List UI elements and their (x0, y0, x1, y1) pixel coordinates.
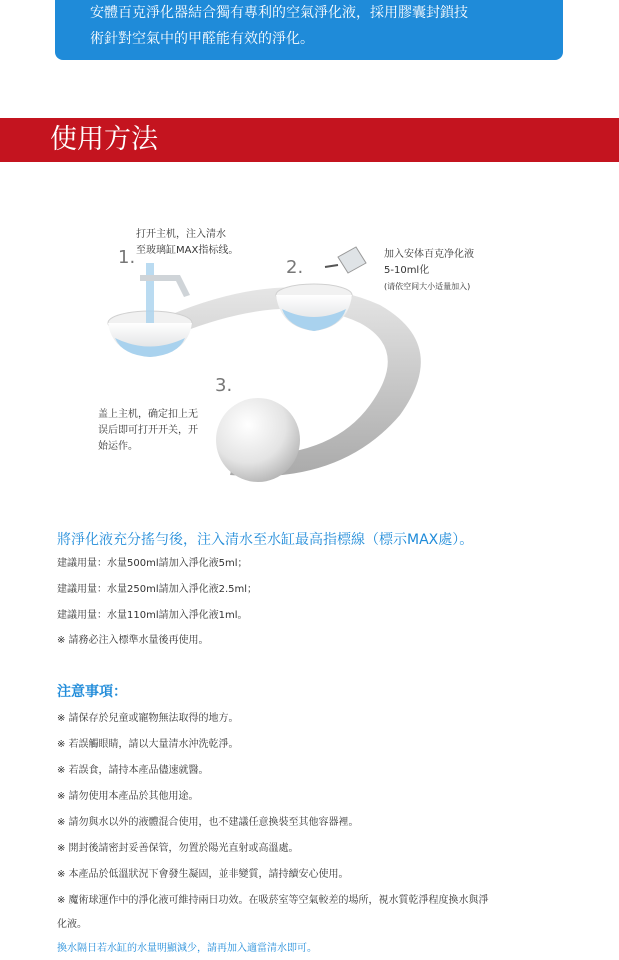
howto-line-1: 建議用量：水量500ml請加入淨化液5ml； (57, 558, 248, 569)
step3-line3: 始运作。 (98, 441, 138, 452)
howto-line-4: ※ 請務必注入標準水量後再使用。 (57, 635, 209, 646)
step1-line2: 至玻璃缸MAX指标线。 (136, 245, 239, 256)
bottle-icon (338, 247, 366, 273)
step1-number: 1. (118, 247, 136, 268)
intro-text-line1: 安體百克淨化器結合獨有專利的空氣淨化液，採用膠囊封鎖技 (90, 5, 468, 21)
note-item-4: ※ 請勿使用本產品於其他用途。 (57, 791, 199, 802)
howto-main: 將淨化液充分搖勻後，注入清水至水缸最高指標線（標示MAX處）。 (57, 532, 474, 548)
section-header (0, 118, 619, 162)
step2-text (384, 247, 474, 295)
note-item-7: ※ 本產品於低溫狀況下會發生凝固，並非變質，請持續安心使用。 (57, 869, 349, 880)
step2-line1: 加入安体百克净化液 (384, 249, 474, 260)
section-title: 使用方法 (50, 124, 158, 155)
notes-title: 注意事項： (57, 684, 127, 700)
note-item-3: ※ 若誤食，請持本產品儘速就醫。 (57, 765, 209, 776)
faucet (146, 263, 154, 323)
usage-diagram (0, 205, 619, 495)
note-item-6: ※ 開封後請密封妥善保管，勿置於陽光直射或高溫處。 (57, 843, 299, 854)
step2-note: (请依空间大小适量加入) (384, 282, 471, 291)
note-item-5: ※ 請勿與水以外的液體混合使用，也不建議任意換裝至其他容器裡。 (57, 817, 359, 828)
step2-number: 2. (286, 257, 304, 278)
intro-banner (55, 0, 563, 60)
step1-line1: 打开主机，注入清水 (136, 229, 226, 240)
howto-line-3: 建議用量：水量110ml請加入淨化液1ml。 (57, 610, 248, 621)
note-item-9: 化液。 (57, 919, 87, 930)
step3-number: 3. (215, 375, 233, 396)
intro-text-line2: 術針對空氣中的甲醛能有效的淨化。 (90, 31, 314, 47)
note-final: 換水隔日若水缸的水量明顯減少，請再加入適當清水即可。 (57, 943, 317, 954)
step3-line1: 盖上主机，确定扣上无 (98, 409, 198, 420)
step3-text (98, 407, 198, 455)
step1-text (136, 227, 238, 259)
howto-line-2: 建議用量：水量250ml請加入淨化液2.5ml； (57, 584, 258, 595)
diagram-illustration (0, 205, 619, 495)
step3-line2: 误后即可打开开关，开 (98, 425, 198, 436)
note-item-2: ※ 若誤觸眼睛，請以大量清水沖洗乾淨。 (57, 739, 239, 750)
note-item-8: ※ 魔術球運作中的淨化液可維持兩日功效。在吸菸室等空氣較差的場所，視水質乾淨程度換水與淨 (57, 895, 489, 906)
step2-line2: 5-10ml化 (384, 265, 430, 276)
magic-ball (216, 398, 300, 482)
note-item-1: ※ 請保存於兒童或寵物無法取得的地方。 (57, 713, 239, 724)
